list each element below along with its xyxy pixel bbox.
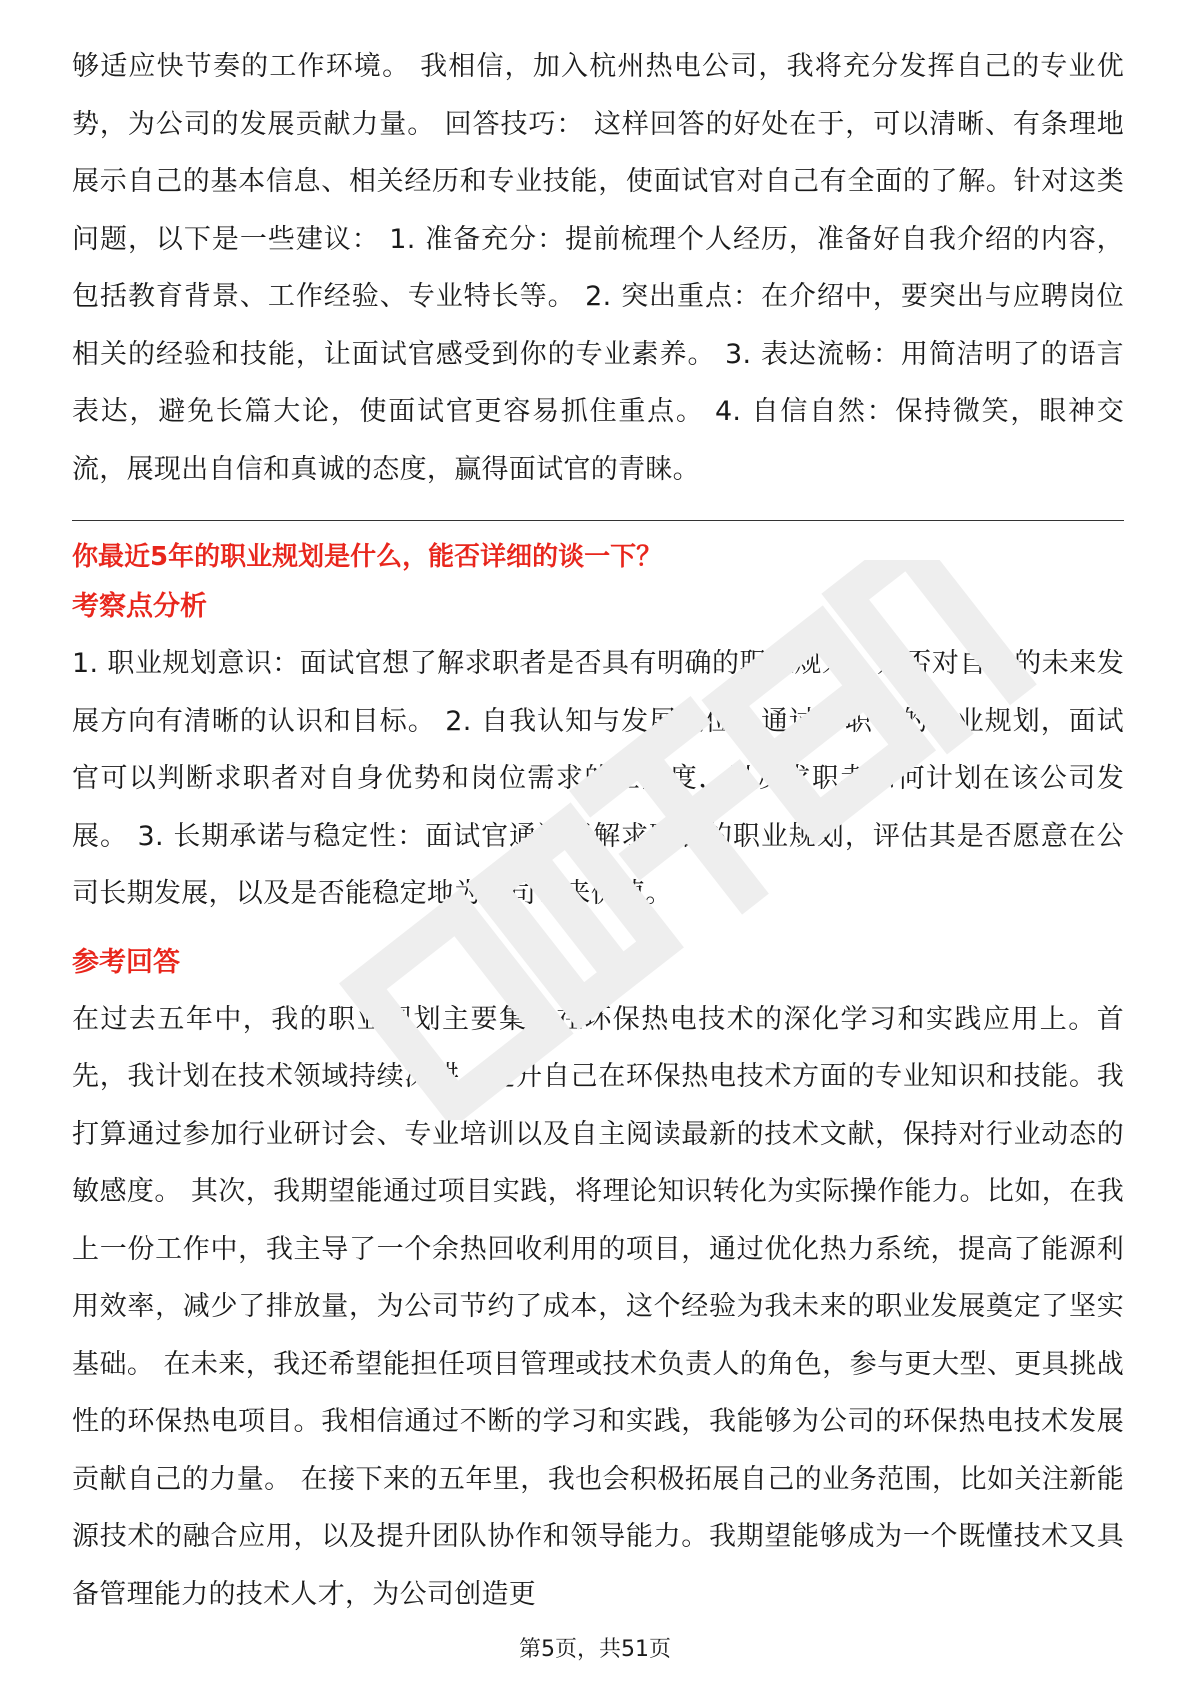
analysis-paragraph: 1. 职业规划意识：面试官想了解求职者是否具有明确的职业规划，是否对自己的未来发展方向有清晰的认识和目标。 2. 自我认知与发展定位：通过求职者的职业规划，面试官可以判断求职者对自身优势和岗位需求的匹配度，以及求职者如何计划在该公司发展。 3. 长期承诺与稳定性：面试官通过了解求职者的职业规划，评估其是否愿意在公司长期发展，以及是否能稳定地为公司带来价值。 [72,648,1124,909]
document-page [72,38,1124,1623]
intro-paragraph: 够适应快节奏的工作环境。 我相信，加入杭州热电公司，我将充分发挥自己的专业优势，为公司的发展贡献力量。 回答技巧： 这样回答的好处在于，可以清晰、有条理地展示自己的基本信息、相关经历和专业技能，使面试官对自己有全面的了解。针对这类问题，以下是一些建议： 1. 准备充分：提前梳理个人经历，准备好自我介绍的内容，包括教育背景、工作经验、专业特长等。 2. 突出重点：在介绍中，要突出与应聘岗位相关的经验和技能，让面试官感受到你的专业素养。 3. 表达流畅：用简洁明了的语言表达，避免长篇大论，使面试官更容易抓住重点。 4. 自信自然：保持微笑，眼神交流，展现出自信和真诚的态度，赢得面试官的青睐。 [72,51,1124,485]
page-footer: 第5页，共51页 [519,1637,671,1662]
answer-paragraph: 在过去五年中，我的职业规划主要集中在环保热电技术的深化学习和实践应用上。首先，我计划在技术领域持续深耕，提升自己在环保热电技术方面的专业知识和技能。我打算通过参加行业研讨会、专业培训以及自主阅读最新的技术文献，保持对行业动态的敏感度。 其次，我期望能通过项目实践，将理论知识转化为实际操作能力。比如，在我上一份工作中，我主导了一个余热回收利用的项目，通过优化热力系统，提高了能源利用效率，减少了排放量，为公司节约了成本，这个经验为我未来的职业发展奠定了坚实基础。 在未来，我还希望能担任项目管理或技术负责人的角色，参与更大型、更具挑战性的环保热电项目。我相信通过不断的学习和实践，我能够为公司的环保热电技术发展贡献自己的力量。 在接下来的五年里，我也会积极拓展自己的业务范围，比如关注新能源技术的融合应用，以及提升团队协作和领导能力。我期望能够成为一个既懂技术又具备管理能力的技术人才，为公司创造更 [72,1003,1124,1610]
section-divider [72,520,1124,521]
analysis-heading: 考察点分析 [72,591,207,622]
question-title: 你最近5年的职业规划是什么，能否详细的谈一下？ [72,542,663,572]
answer-heading: 参考回答 [72,946,180,978]
